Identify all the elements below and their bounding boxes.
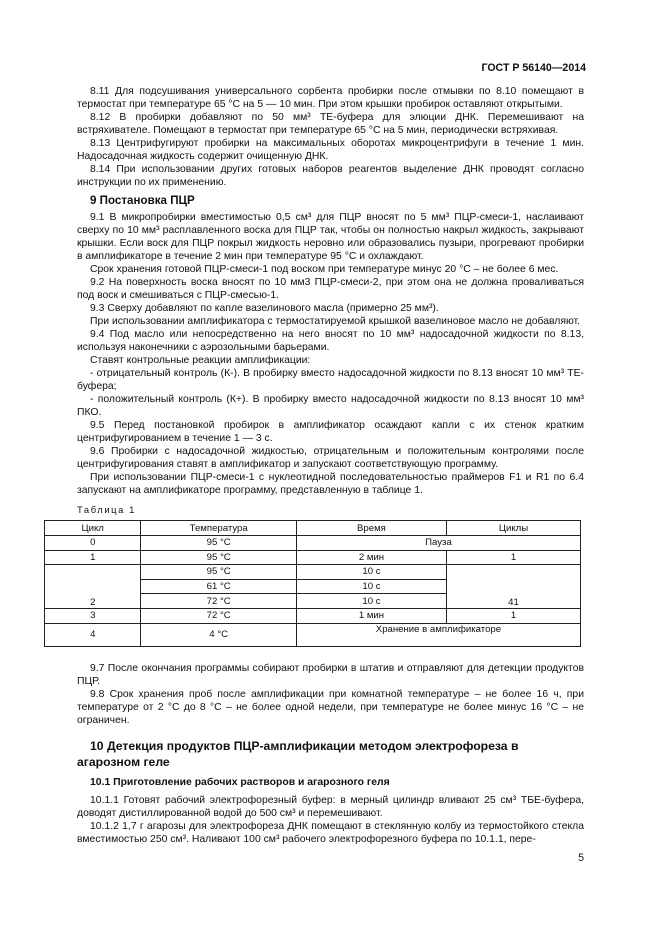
- cell-cycle: 2: [45, 565, 141, 609]
- table-caption: Таблица 1: [77, 504, 136, 515]
- standard-header: ГОСТ Р 56140—2014: [481, 62, 586, 74]
- paragraph-8-11: 8.11 Для подсушивания универсального сорбента пробирки после отмывки по 8.10 помещают в термостат при температуре 65 °C на 5 — 10 мин. При этом крышки пробирок оставляют открытыми.: [77, 86, 584, 110]
- paragraph-10-1-2: 10.1.2 1,7 г агарозы для электрофореза ДНК помещают в стеклянную колбу из термостойкого стекла вместимостью 250 см³. Наливают 100 см³ рабочего электрофорезного буфера по 10.1.1, пере-: [77, 820, 584, 845]
- paragraph-8-12: 8.12 В пробирки добавляют по 50 мм³ ТЕ-буфера для элюции ДНК. Перемешивают на встряхивателе. Помещают в термостат при температуре 65 °C на 5 мин, периодически встряхивая.: [77, 112, 584, 136]
- paragraph-controls-intro: Ставят контрольные реакции амплификации:: [90, 355, 311, 366]
- cell-temperature: 95 °C: [141, 536, 296, 551]
- paragraph-9-8: 9.8 Срок хранения проб после амплификации при комнатной температуре – не более 16 ч, при температуре от 2 °C до 8 °C – не более одной недели, при температуре не более минус 16 °C – не ограничен.: [77, 688, 584, 726]
- cell-temperature: 95 °C: [141, 550, 296, 565]
- table-row: [45, 565, 581, 580]
- paragraph-9-7: 9.7 После окончания программы собирают пробирки в штатив и отправляют для детекции продуктов ПЦР.: [77, 662, 584, 687]
- section-10-heading: 10 Детекция продуктов ПЦР-амплификации методом электрофореза в агарозном геле: [77, 738, 519, 769]
- cell-pause: Пауза: [296, 536, 580, 551]
- cell-temperature: 72 °C: [141, 594, 296, 609]
- section-9-heading: 9 Постановка ПЦР: [90, 194, 195, 207]
- header-temperature: Температура: [141, 521, 296, 536]
- cell-time: 1 мин: [296, 608, 446, 623]
- paragraph-9-1: 9.1 В микропробирки вместимостью 0,5 см³ для ПЦР вносят по 5 мм³ ПЦР-смеси-1, наслаивают сверху по 10 мм³ расплавленного воска для ПЦР так, чтобы он полностью накрыл жидкость, закрывают крышки. Если воск для ПЦР покрыл жидкость неровно или образовались пузыри, прогревают пробирки в амплификаторе в течение 2 мин при температуре 95 °C и охлаждают.: [77, 212, 584, 262]
- subsection-10-1-heading: 10.1 Приготовление рабочих растворов и агарозного геля: [90, 776, 390, 788]
- table-row: [45, 536, 581, 551]
- header-time: Время: [296, 521, 446, 536]
- cell-time: 10 с: [296, 594, 446, 609]
- header-cycles: Циклы: [446, 521, 580, 536]
- paragraph-positive-control: - положительный контроль (К+). В пробирку вместо надосадочной жидкости по 8.13 вносят 10 мм³ ПКО.: [77, 394, 584, 418]
- paragraph-9-6: 9.6 Пробирки с надосадочной жидкостью, отрицательным и положительным контролями после центрифугирования ставят в амплификатор и запускают соответствующую программу.: [77, 446, 584, 470]
- paragraph-program-note: При использовании ПЦР-смеси-1 с нуклеотидной последовательностью праймеров F1 и R1 по 6.4 запускают на амплификаторе программу, представленную в таблице 1.: [77, 472, 584, 496]
- table-row: [45, 550, 581, 565]
- paragraph-9-4: 9.4 Под масло или непосредственно на него вносят по 10 мм³ надосадочной жидкости по 8.13, используя наконечники с аэрозольными барьерами.: [77, 329, 584, 353]
- cell-cycle: 1: [45, 550, 141, 565]
- page-body: [77, 85, 584, 846]
- paragraph-8-13: 8.13 Центрифугируют пробирки на максимальных оборотах микроцентрифуги в течение 1 мин. Надосадочная жидкость содержит очищенную ДНК.: [77, 138, 584, 162]
- cell-time: 10 с: [296, 565, 446, 580]
- paragraph-9-5: 9.5 Перед постановкой пробирок в амплификатор осаждают капли с их стенок кратким центрифугированием в течение 1 — 3 с.: [77, 420, 584, 444]
- cell-temperature: 95 °C: [141, 565, 296, 580]
- table-row: [45, 623, 581, 646]
- cell-cycles: 1: [446, 550, 580, 565]
- cell-time: 2 мин: [296, 550, 446, 565]
- cell-cycles: 41: [446, 565, 580, 609]
- paragraph-storage: Срок хранения готовой ПЦР-смеси-1 под воском при температуре минус 20 °C – не более 6 мес.: [90, 264, 559, 275]
- page-number: 5: [578, 852, 584, 864]
- paragraph-negative-control: - отрицательный контроль (К-). В пробирку вместо надосадочной жидкости по 8.13 вносят 10 мм³ ТЕ-буфера;: [77, 368, 584, 392]
- table-header-row: [45, 521, 581, 536]
- cell-time: 10 с: [296, 579, 446, 594]
- cell-cycle: 4: [45, 623, 141, 646]
- cell-temperature: 4 °C: [141, 623, 296, 646]
- cell-cycles: 1: [446, 608, 580, 623]
- paragraph-8-14: 8.14 При использовании других готовых наборов реагентов выделение ДНК проводят согласно инструкции по их применению.: [77, 164, 584, 188]
- amplification-program-table: [44, 520, 581, 647]
- cell-cycle: 3: [45, 608, 141, 623]
- paragraph-9-2: 9.2 На поверхность воска вносят по 10 мм3 ПЦР-смеси-2, при этом она не должна проваливаться под воск и смешиваться с ПЦР-смесью-1.: [77, 277, 584, 301]
- paragraph-9-3: 9.3 Сверху добавляют по капле вазелинового масла (примерно 25 мм³).: [90, 303, 439, 314]
- cell-temperature: 72 °C: [141, 608, 296, 623]
- paragraph-10-1-1: 10.1.1 Готовят рабочий электрофорезный буфер: в мерный цилиндр вливают 25 см³ ТБЕ-буфера, доводят дистиллированной водой до 500 см³ и перемешивают.: [77, 794, 584, 819]
- cell-cycle: 0: [45, 536, 141, 551]
- cell-storage: Хранение в амплификаторе: [296, 623, 580, 646]
- header-cycle: Цикл: [45, 521, 141, 536]
- cell-temperature: 61 °C: [141, 579, 296, 594]
- table-row: [45, 608, 581, 623]
- paragraph-vaseline-note: При использовании амплификатора с термостатируемой крышкой вазелиновое масло не добавляют.: [90, 316, 581, 327]
